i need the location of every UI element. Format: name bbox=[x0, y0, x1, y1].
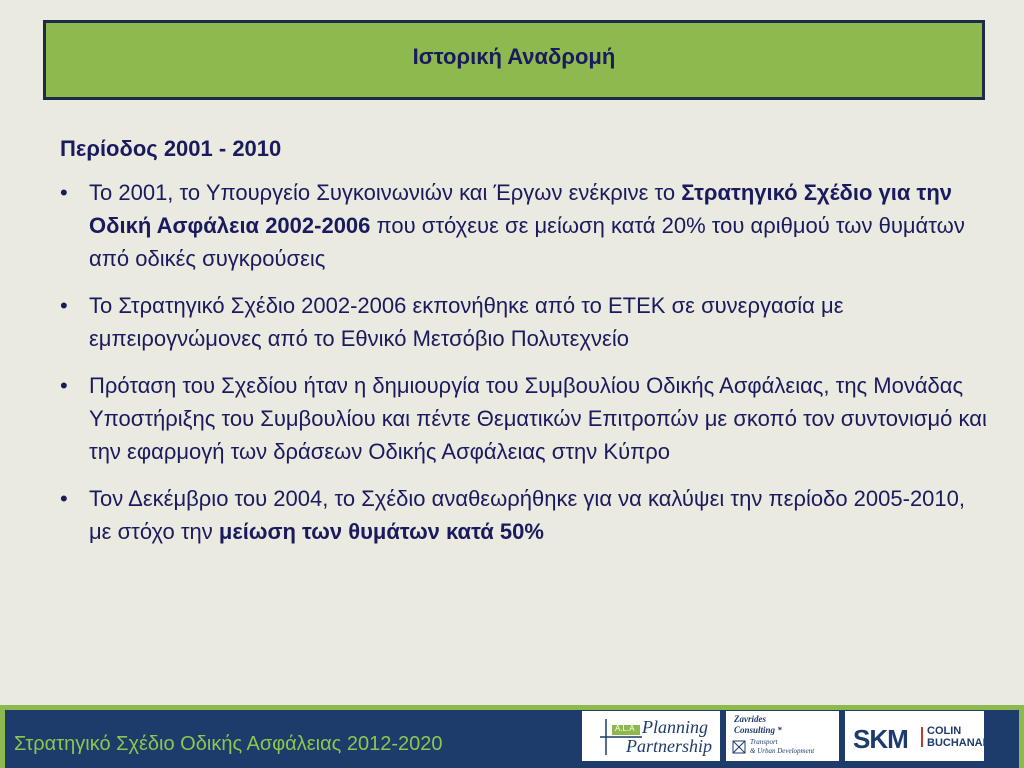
consulting-label: Consulting * bbox=[734, 725, 782, 735]
bullet-item bbox=[60, 176, 990, 275]
transport-label: Transport bbox=[750, 738, 778, 746]
logo-divider bbox=[921, 727, 923, 747]
skm-label: SKM bbox=[853, 724, 908, 754]
slide-title: Ιστορική Αναδρομή bbox=[412, 44, 616, 69]
bullet-text: Πρόταση του Σχεδίου ήταν η δημιουργία του Συμβουλίου Οδικής Ασφάλειας, της Μονάδας Υποστήριξης του Συμβουλίου και πέντε Θεματικών Επιτροπών με σκοπό τον συντονισμό και την εφαρμογή των δράσεων Οδικής Ασφάλειας στην Κύπρο bbox=[89, 373, 987, 464]
zavrides-label: Zavrides bbox=[734, 714, 766, 724]
bullet-marker: • bbox=[60, 486, 68, 511]
slide-content bbox=[60, 136, 990, 562]
bullet-marker: • bbox=[60, 373, 68, 398]
bullet-text: που στόχευε σε μείωση κατά 20% του αριθμού των θυμάτων από οδικές συγκρούσεις bbox=[89, 213, 965, 271]
urban-development-label: & Urban Development bbox=[750, 747, 815, 755]
bullet-text: Το 2001, το Υπουργείο Συγκοινωνιών και Έργων ενέκρινε το bbox=[89, 180, 682, 205]
bullet-text-bold: μείωση των θυμάτων κατά 50% bbox=[218, 519, 544, 544]
planning-label: Planning bbox=[642, 717, 708, 737]
box-icon bbox=[732, 740, 746, 754]
period-heading: Περίοδος 2001 - 2010 bbox=[60, 136, 282, 161]
bullet-text: Το Στρατηγικό Σχέδιο 2002-2006 εκπονήθηκε από το ΕΤΕΚ σε συνεργασία με εμπειρογνώμονες από το Εθνικό Μετσόβιο Πολυτεχνείο bbox=[89, 293, 844, 351]
bullet-text: Τον Δεκέμβριο του 2004, το Σχέδιο αναθεωρήθηκε για να καλύψει την περίοδο 2005-2010, με στόχο την bbox=[89, 486, 966, 544]
planning-partnership-logo bbox=[582, 711, 720, 761]
ala-label: A.L.A bbox=[615, 724, 635, 733]
bullet-marker: • bbox=[60, 180, 68, 205]
skm-colin-buchanan-logo bbox=[845, 711, 991, 761]
colin-label: COLIN bbox=[927, 725, 962, 737]
bullet-item bbox=[60, 289, 990, 355]
bullet-item bbox=[60, 482, 990, 548]
partnership-label: Partnership bbox=[626, 736, 713, 756]
bullet-text-bold: Στρατηγικό Σχέδιο για την Οδική Ασφάλεια 2002-2006 bbox=[89, 180, 952, 238]
bullet-list bbox=[60, 176, 990, 548]
title-banner bbox=[43, 20, 985, 100]
bullet-marker: • bbox=[60, 293, 68, 318]
buchanan-label: BUCHANAN bbox=[927, 737, 991, 749]
bullet-item bbox=[60, 369, 990, 468]
zavrides-logo bbox=[726, 711, 839, 761]
footer-title: Στρατηγικό Σχέδιο Οδικής Ασφάλειας 2012-2020 bbox=[14, 733, 443, 755]
